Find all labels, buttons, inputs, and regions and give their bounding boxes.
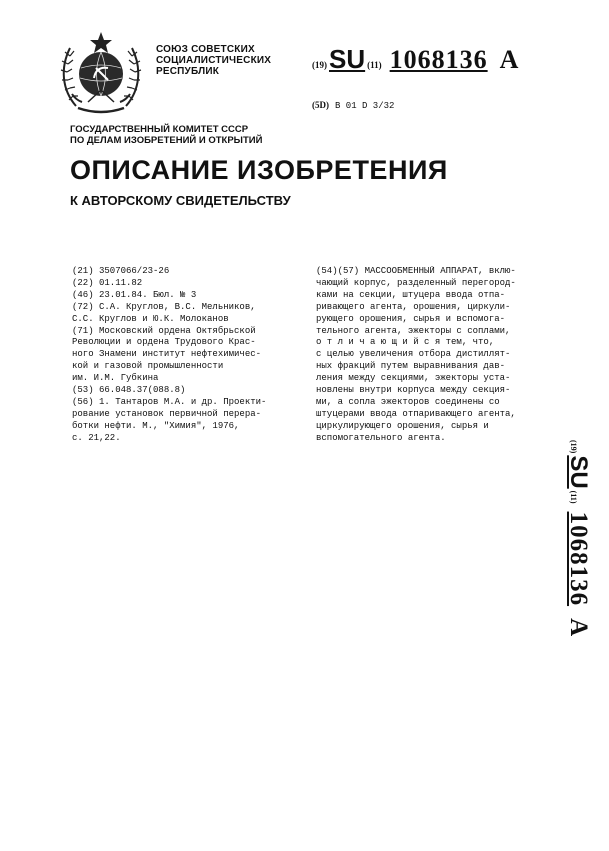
biblio-line: (21) 3507066/23-26 (72, 266, 170, 276)
side-publication-number: 1068136 (565, 511, 592, 607)
biblio-line: рование установок первичной перера- (72, 408, 262, 419)
side-publication-marking (562, 440, 602, 670)
committee-line: ГОСУДАРСТВЕННЫЙ КОМИТЕТ СССР (70, 124, 249, 135)
biblio-line: (72) С.А. Круглов, В.С. Мельников, (72, 301, 256, 312)
inid-code-19: (19) (312, 60, 327, 70)
state-emblem-icon (56, 28, 146, 118)
abstract-line: с целью увеличения отбора дистиллят- (316, 349, 511, 360)
abstract-text (316, 266, 554, 445)
side-kind-code: A (565, 618, 592, 637)
ipc-inid-code: (5D) (312, 100, 329, 110)
biblio-line: (46) 23.01.84. Бюл. № 3 (72, 289, 197, 300)
biblio-line: (22) 01.11.82 (72, 277, 143, 288)
biblio-line: кой и газовой промышленности (72, 361, 224, 372)
abstract-line: ми, а сопла эжекторов соединены со (316, 396, 500, 407)
abstract-line: тельного агента, эжекторы с соплами, (316, 325, 511, 336)
document-title: ОПИСАНИЕ ИЗОБРЕТЕНИЯ (70, 155, 448, 185)
abstract-line: вспомогательного агента. (316, 432, 446, 443)
kind-code: A (499, 45, 519, 74)
bibliographic-data (72, 266, 308, 445)
committee-line: ПО ДЕЛАМ ИЗОБРЕТЕНИЙ И ОТКРЫТИЙ (70, 135, 263, 146)
side-country-code: SU (565, 455, 592, 489)
abstract-line: ных фракций путем выравнивания дав- (316, 361, 506, 372)
biblio-line: С.С. Круглов и Ю.К. Молоканов (72, 313, 229, 324)
biblio-line: (71) Московский ордена Октябрьской (72, 325, 256, 336)
abstract-line: штуцерами ввода отпаривающего агента, (316, 408, 516, 419)
ipc-class: B 01 D 3/32 (335, 101, 395, 111)
abstract-line: (54)(57) МАССООБМЕННЫЙ АППАРАТ, вклю- (316, 266, 516, 276)
biblio-line: ботки нефти. М., "Химия", 1976, (72, 420, 240, 431)
side-inid-code-19: (19) (569, 440, 578, 454)
biblio-line: им. И.М. Губкина (72, 373, 159, 384)
state-name (156, 44, 271, 77)
biblio-line: (53) 66.048.37(088.8) (72, 385, 186, 396)
committee-name (70, 124, 262, 146)
abstract-line: о т л и ч а ю щ и й с я тем, что, (316, 337, 495, 348)
abstract-line: ления между секциями, эжекторы уста- (316, 373, 511, 384)
abstract-line: рующего орошения, сырья и вспомога- (316, 313, 506, 324)
abstract-line: ками на секции, штуцера ввода отпа- (316, 289, 506, 300)
state-line: СОЦИАЛИСТИЧЕСКИХ (156, 55, 272, 66)
side-inid-code-11: (11) (569, 490, 578, 504)
ipc-classification (312, 100, 394, 111)
biblio-line: (56) 1. Тантаров М.А. и др. Проекти- (72, 396, 267, 407)
abstract-line: циркулирующего орошения, сырья и (316, 420, 489, 431)
state-line: СОЮЗ СОВЕТСКИХ (156, 44, 255, 55)
biblio-line: с. 21,22. (72, 432, 121, 443)
publication-number: 1068136 (389, 45, 488, 74)
document-subtitle: К АВТОРСКОМУ СВИДЕТЕЛЬСТВУ (70, 193, 291, 208)
abstract-line: ривающего агента, орошения, циркули- (316, 301, 511, 312)
inid-code-11: (11) (367, 60, 382, 70)
abstract-line: чающий корпус, разделенный перегород- (316, 277, 516, 288)
state-line: РЕСПУБЛИК (156, 66, 220, 77)
biblio-line: ного Знамени институт нефтехимичес- (72, 349, 262, 360)
publication-number-block (312, 44, 518, 75)
biblio-line: Революции и ордена Трудового Крас- (72, 337, 256, 348)
country-code: SU (329, 44, 366, 74)
abstract-line: новлены внутри корпуса между секция- (316, 385, 511, 396)
